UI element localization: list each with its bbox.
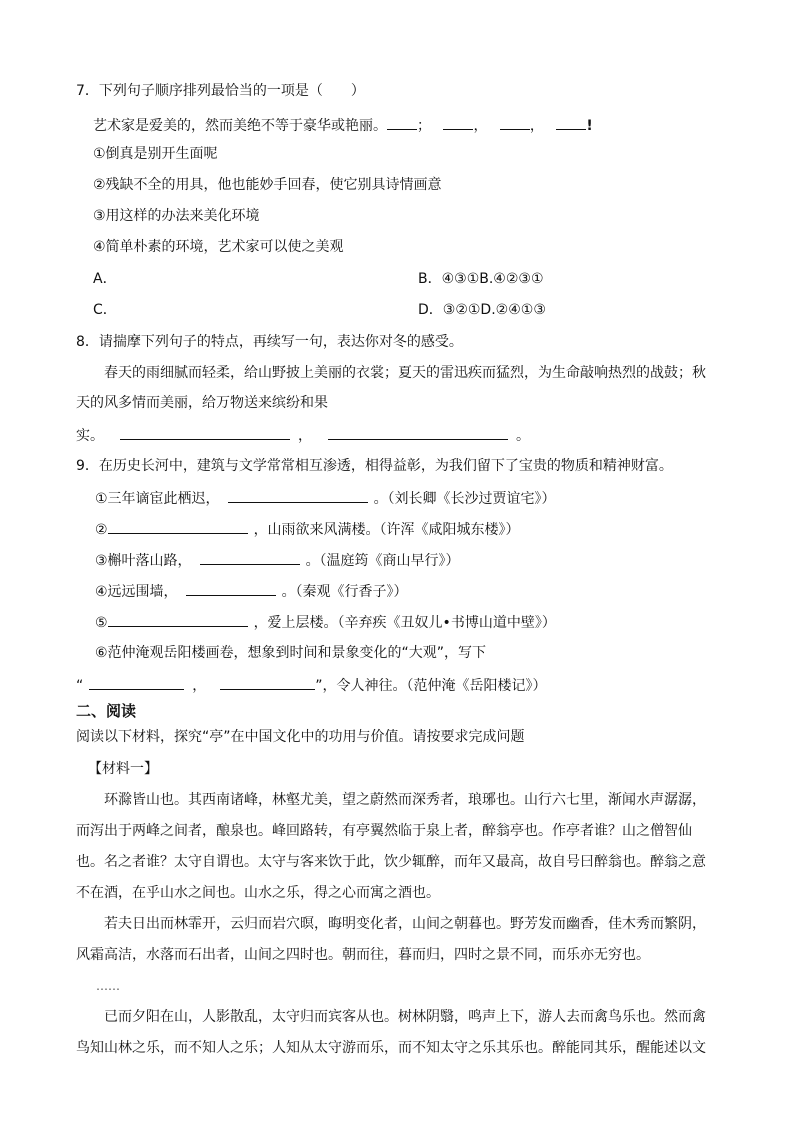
q8-answer-line: 实。 ， 。 <box>76 425 530 446</box>
answer-blank[interactable] <box>228 488 368 503</box>
q7-sentence-1: ①倒真是别开生面呢 <box>93 146 218 162</box>
passage-line: 不在酒，在乎山水之间也。山水之乐，得之心而寓之酒也。 <box>76 885 440 901</box>
blank[interactable] <box>443 115 473 130</box>
q9-item-1: ①三年谪宦此栖迟， 。（刘长卿《长沙过贾谊宅》） <box>95 488 556 509</box>
section-intro: 阅读以下材料，探究“亭”在中国文化中的功用与价值。请按要求完成问题 <box>76 729 525 745</box>
q9-item-2: ② ，山雨欲来风满楼。（许浑《咸阳城东楼》） <box>95 519 520 540</box>
q7-stem: 7．下列句子顺序排列最恰当的一项是（ ） <box>76 83 365 99</box>
q7-option-a[interactable]: A． <box>93 271 117 287</box>
answer-blank[interactable] <box>220 675 315 690</box>
q9-stem: 9．在历史长河中，建筑与文学常常相互渗透，相得益彰，为我们留下了宝贵的物质和精神财富。 <box>76 458 673 474</box>
q9-item-6-answer: “ ， ”，令人神往。（范仲淹《岳阳楼记》） <box>76 675 547 696</box>
q7-option-b[interactable]: B．④③①B.④②③① <box>418 271 544 287</box>
q7-lead-line: 艺术家是爱美的，然而美绝不等于豪华或艳丽。 ； ， ， ! <box>93 115 593 136</box>
passage-line: 鸟知山林之乐，而不知人之乐；人知从太守游而乐，而不知太守之乐其乐也。醉能同其乐，醒能述以文 <box>76 1040 706 1056</box>
passage-line: 而泻出于两峰之间者，酿泉也。峰回路转，有亭翼然临于泉上者，醉翁亭也。作亭者谁？山之僧智仙 <box>76 823 692 839</box>
blank[interactable] <box>556 115 586 130</box>
q9-item-6: ⑥范仲淹观岳阳楼画卷，想象到时间和景象变化的“大观”，写下 <box>95 645 487 661</box>
blank[interactable] <box>387 115 417 130</box>
answer-blank[interactable] <box>108 612 248 627</box>
material-label: 【材料一】 <box>88 761 158 777</box>
q8-text-1: 春天的雨细腻而轻柔，给山野披上美丽的衣裳；夏天的雷迅疾而猛烈，为生命敲响热烈的战鼓；秋 <box>104 365 706 381</box>
q7-option-d[interactable]: D．③②①D.②④①③ <box>418 302 546 318</box>
passage-line: 环滁皆山也。其西南诸峰，林壑尤美，望之蔚然而深秀者，琅琊也。山行六七里，渐闻水声潺潺， <box>104 792 706 808</box>
passage-line: 已而夕阳在山，人影散乱，太守归而宾客从也。树林阴翳，鸣声上下，游人去而禽鸟乐也。然而禽 <box>104 1009 706 1025</box>
answer-blank[interactable] <box>186 581 276 596</box>
q7-sentence-3: ③用这样的办法来美化环境 <box>93 208 260 224</box>
answer-blank[interactable] <box>108 519 248 534</box>
ellipsis: …… <box>96 979 120 993</box>
passage-line: 也。名之者谁？太守自谓也。太守与客来饮于此，饮少辄醉，而年又最高，故自号曰醉翁也。醉翁之意 <box>76 854 706 870</box>
q7-sentence-4: ④简单朴素的环境，艺术家可以使之美观 <box>93 239 344 255</box>
q7-sentence-2: ②残缺不全的用具，他也能妙手回春，使它别具诗情画意 <box>93 177 442 193</box>
answer-blank[interactable] <box>120 425 290 440</box>
passage-line: 若夫日出而林霏开，云归而岩穴暝，晦明变化者，山间之朝暮也。野芳发而幽香，佳木秀而繁阴， <box>104 916 706 932</box>
q9-item-4: ④远远围墙， 。（秦观《行香子》） <box>95 581 408 602</box>
section-title: 二、阅读 <box>76 702 137 720</box>
q7-option-c[interactable]: C． <box>93 302 117 318</box>
q8-text-2: 天的风多情而美丽，给万物送来缤纷和果 <box>76 395 328 411</box>
answer-blank[interactable] <box>200 550 300 565</box>
passage-line: 风霜高洁，水落而石出者，山间之四时也。朝而往，暮而归，四时之景不同，而乐亦无穷也。 <box>76 947 650 963</box>
q8-stem: 8．请揣摩下列句子的特点，再续写一句，表达你对冬的感受。 <box>76 334 463 350</box>
answer-blank[interactable] <box>328 425 508 440</box>
blank[interactable] <box>500 115 530 130</box>
q9-item-3: ③槲叶落山路， 。（温庭筠《商山早行》） <box>95 550 460 571</box>
answer-blank[interactable] <box>89 675 184 690</box>
q9-item-5: ⑤ ，爱上层楼。（辛弃疾《丑奴儿•书博山道中壁》） <box>95 612 556 633</box>
